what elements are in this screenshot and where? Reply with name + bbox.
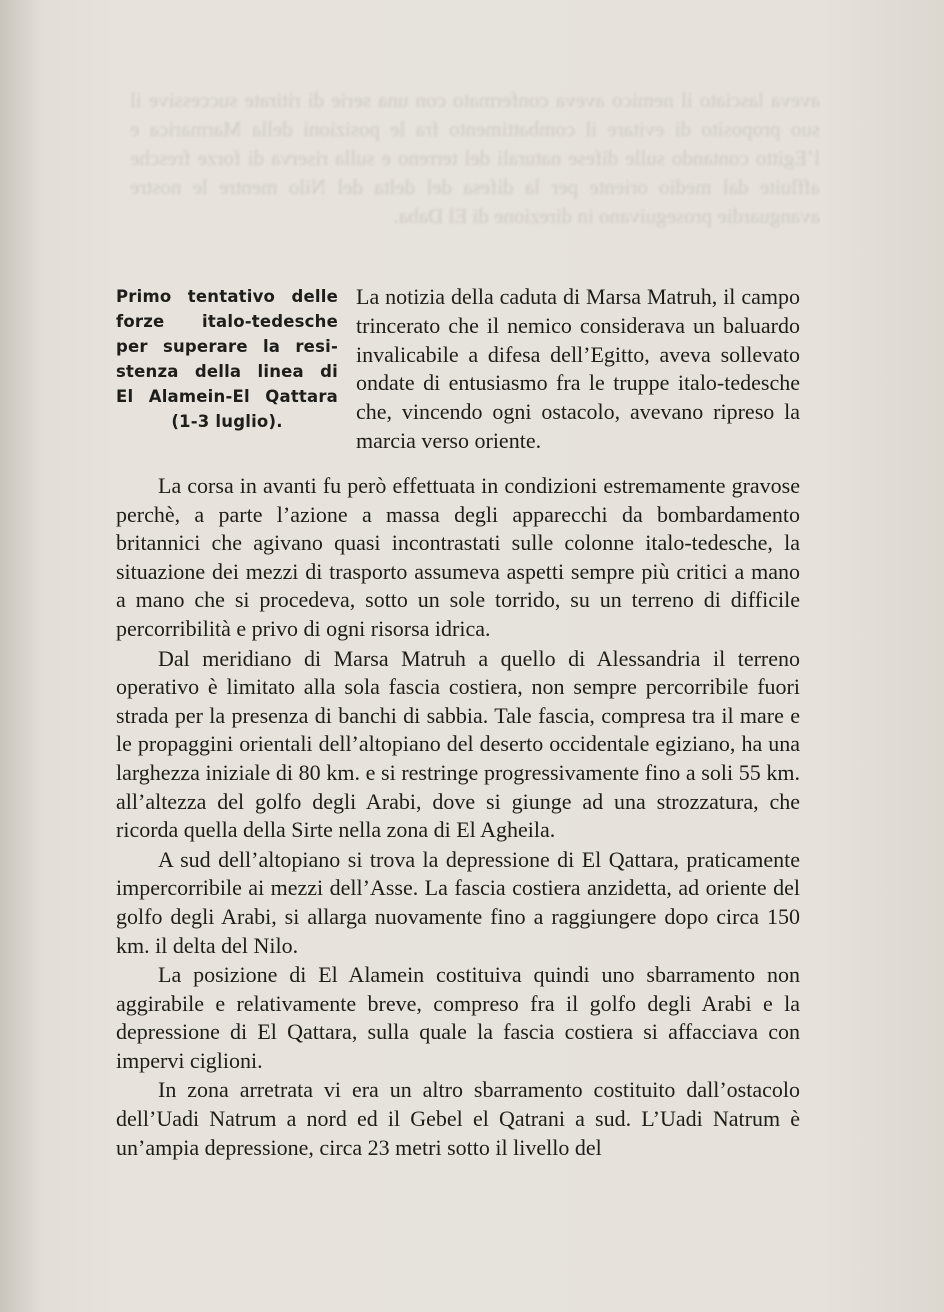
paragraph: La posizione di El Alamein costituiva quindi uno sbarramento non aggirabile e relativamente breve, compreso fra il golfo degli Arabi e la depressione di El Qattara, sulla quale la fascia costiera si affacciava con impervi ciglioni. — [116, 962, 800, 1073]
margin-heading-line: Primo tentativo delle — [116, 287, 338, 306]
paragraph: La corsa in avanti fu però effettuata in condizioni estremamente gravose perchè, a parte l’azione a massa degli apparecchi da bombardamento britannici che agivano quasi incontrastati sulle colonne italo-tedesche, la situazione dei mezzi di trasporto assumeva aspetti sempre più critici a mano a mano che si procedeva, sotto un sole torrido, su un terreno di difficile percorribilità e privo di ogni risorsa idrica. — [116, 473, 800, 641]
margin-heading-line: stenza della linea di — [116, 362, 338, 381]
margin-heading-line: (1-3 luglio). — [171, 412, 283, 431]
paragraph: Dal meridiano di Marsa Matruh a quello di Alessandria il terreno operativo è limitato alla sola fascia costiera, non sempre percorribile fuori strada per la presenza di banchi di sabbia. Tale fascia, compresa tra il mare e le propaggini orientali dell’altopiano del deserto occidentale egiziano, ha una larghezza iniziale di 80 km. e si restringe progressivamente fino a soli 55 km. all’altezza del golfo degli Arabi, dove si giunge ad una strozzatura, che ricorda quella della Sirte nella zona di El Agheila. — [116, 645, 800, 843]
paragraph: A sud dell’altopiano si trova la depressione di El Qattara, praticamente impercorribile ai mezzi dell’Asse. La fascia costiera anzidetta, ad oriente del golfo degli Arabi, si allarga nuovamente fino a raggiungere dopo circa 150 km. il delta del Nilo. — [116, 846, 800, 958]
margin-heading-line: El Alamein-El Qattara — [116, 387, 338, 406]
margin-heading — [116, 284, 338, 434]
show-through-text: aveva lasciato il nemico aveva confermato con una serie di ritirate successive il suo proposito di evitare il combattimento fra le posizioni della Marmarica e l’Egitto contando sulle difese naturali del terreno e sulla riserva di forze fresche affluite dal medio oriente per la difesa del delta del Nilo mentre le nostre avanguardie proseguivano in direzione di El Daba. — [130, 88, 820, 228]
margin-heading-line: forze italo-tedesche — [116, 312, 338, 331]
body-text — [116, 472, 800, 1162]
paragraph: In zona arretrata vi era un altro sbarramento costituito dall’ostacolo dell’Uadi Natrum a nord ed il Gebel el Qatrani a sud. L’Uadi Natrum è un’ampia depressione, circa 23 metri sotto il livello del — [116, 1077, 800, 1160]
intro-paragraph: La notizia della caduta di Marsa Matruh, il campo trincerato che il nemico considerava un baluardo invalicabile a difesa dell’Egitto, aveva sollevato ondate di entusiasmo fra le truppe italo-tedesche che, vincendo ogni ostacolo, avevano ripreso la marcia verso oriente. — [356, 284, 800, 453]
margin-heading-line: per superare la resi- — [116, 337, 338, 356]
